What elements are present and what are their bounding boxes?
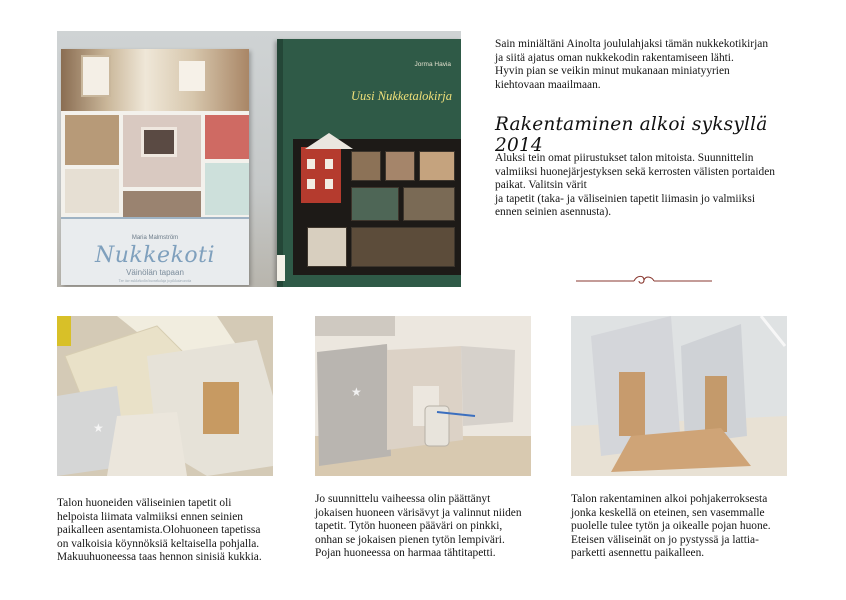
book-covers-photo [57, 31, 461, 287]
book-author: Jorma Havia [414, 61, 451, 68]
book-author: Maria Malmström [131, 235, 179, 241]
svg-text:★: ★ [93, 421, 104, 435]
section-paragraph: Aluksi tein omat piirustukset talon mitoista. Suunnittelin valmiiksi huonejärjestyksen sekä kerrosten välisten portaiden paikat. Valitsin värit ja tapetit (taka- ja väliseinien tapetit liimasin jo valmiiksi ennen seinien asennusta). [495, 152, 775, 219]
section-heading: Rakentaminen alkoi syksyllä 2014 [495, 114, 768, 156]
caption-colors: Jo suunnittelu vaiheessa olin päättänyt jokaisen huoneen värisävyt ja valinnut niiden tapetit. Tytön huoneen pääväri on pinkki, onhan se jokaisen pienen tytön lempiväri. Pojan huoneessa on harmaa tähtitapetti. [315, 493, 522, 560]
colored-walls-photo [315, 316, 531, 476]
book-title: Nukkekoti [94, 243, 216, 268]
decorative-divider-icon [574, 273, 714, 287]
book-title: Uusi Nukketalokirja [351, 89, 453, 103]
caption-construction: Talon rakentaminen alkoi pohjakerroksesta jonka keskellä on eteinen, sen vasemmalle puolelle tulee tytön ja oikealle pojan huone. Eteisen väliseinät on jo pystyssä ja lattia- parketti asennettu paikalleen. [571, 493, 771, 560]
caption-wallpaper: Talon huoneiden väliseinien tapetit oli helpoista liimata valmiiksi ennen seinien paikalleen asentamista.Olohuoneen tapetissa on valkoisia köynnöksiä keltaisella pohjalla. Makuuhuoneessa taas hennon sinisiä kukkia. [57, 497, 262, 564]
book-nukketalokirja [277, 39, 461, 287]
svg-text:★: ★ [351, 385, 362, 399]
intro-paragraph: Sain miniältäni Ainolta joululahjaksi tämän nukkekotikirjan ja siitä ajatus oman nukkekodin rakentamiseen lähti. Hyvin pian se veikin minut mukanaan miniatyyrien kiehtovaan maailmaan. [495, 38, 769, 91]
book-nukkekoti [61, 49, 249, 285]
book-footer: Tee itse nukkekodin huonekaluja ja pikkutavaroita [118, 279, 192, 283]
book-subtitle: Väinölän tapaan [126, 268, 184, 277]
dollhouse-image [293, 139, 461, 275]
ground-floor-construction-photo [571, 316, 787, 476]
wallpaper-panels-photo [57, 316, 273, 476]
